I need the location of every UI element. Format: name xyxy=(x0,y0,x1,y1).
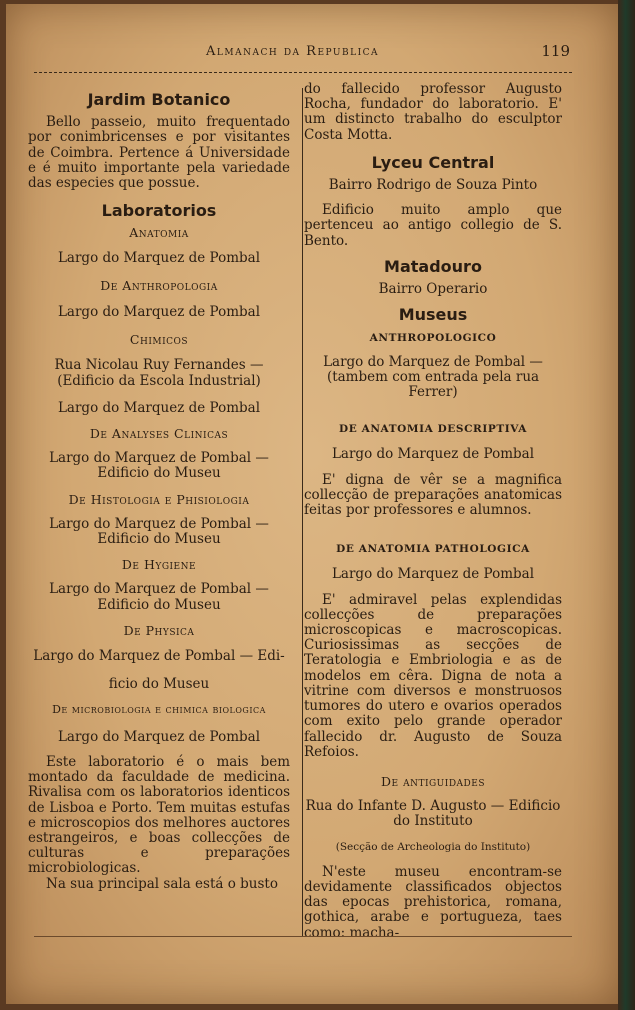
label-microbiologia: De microbiologia e chimica biologica xyxy=(52,703,266,717)
label-anatomia: Anatomia xyxy=(129,225,189,241)
label-chimicos: Chimicos xyxy=(129,332,189,348)
document-page xyxy=(6,4,618,1004)
addr-hygiene: Largo do Marquez de Pombal — Edificio do Museu xyxy=(49,581,269,613)
addr-anatomia-descriptiva: Largo do Marquez de Pombal xyxy=(331,446,535,463)
addr-anatomia: Largo do Marquez de Pombal xyxy=(57,249,261,266)
header-rule xyxy=(34,72,572,73)
heading-museus: Museus xyxy=(398,305,468,325)
footer-rule xyxy=(34,936,572,937)
addr-anthropologico: Largo do Marquez de Pombal — (tambem com entrada pela rua Ferrer) xyxy=(323,353,543,401)
label-analyses: De Analyses Clinicas xyxy=(89,426,229,442)
addr-antiguidades: Rua do Infante D. Augusto — Edificio do Instituto xyxy=(305,798,561,830)
running-title: Almanach da Republica xyxy=(206,44,380,59)
label-histologia: De Histologia e Phisiologia xyxy=(68,491,250,507)
book-edge xyxy=(618,0,635,1010)
label-anthropologia: De Anthropologia xyxy=(100,277,218,293)
jardim-text: Bello passeio, muito frequentado por conimbricenses e por visitantes de Coimbra. Pertence á Universidade e é muito importante pela variedade das especies que possue. xyxy=(28,114,290,192)
heading-matadouro: Matadouro xyxy=(384,256,482,276)
addr-lyceu: Bairro Rodrigo de Souza Pinto xyxy=(328,177,538,194)
busto-text: do fallecido professor Augusto Rocha, fundador do laboratorio. E' um distincto trabalho do esculptor Costa Motta. xyxy=(304,81,562,143)
page-number: 119 xyxy=(541,42,570,60)
label-anatomia-pathologica: DE ANATOMIA PATHOLOGICA xyxy=(336,543,530,556)
anatomia-descriptiva-text: E' digna de vêr se a magnifica collecção de preparações anatomicas feitas por professores e alumnos. xyxy=(304,471,562,519)
microbiologia-text: Este laboratorio é o mais bem montado da faculdade de medicina. Rivalisa com os laboratorios identicos de Lisboa e Porto. Tem muitas estufas e microscopios dos melhores auctores estrangeiros, e boas collecções de culturas e preparações microbiologicas. xyxy=(28,753,290,877)
addr-physica: Largo do Marquez de Pombal — Edi- xyxy=(33,648,285,665)
label-antiguidades: De antiguidades xyxy=(381,773,485,789)
label-hygiene: De Hygiene xyxy=(121,557,197,573)
label-anatomia-descriptiva: DE ANATOMIA DESCRIPTIVA xyxy=(339,423,527,436)
addr-physica-2: ficio do Museu xyxy=(108,676,210,693)
label-anthropologico: ANTHROPOLOGICO xyxy=(369,332,497,345)
addr-analyses: Largo do Marquez de Pombal — Edificio do Museu xyxy=(49,450,269,482)
right-column xyxy=(304,82,562,941)
microbiologia-text-2: Na sua principal sala está o busto xyxy=(46,875,278,892)
page-header xyxy=(30,42,572,66)
heading-laboratorios: Laboratorios xyxy=(101,201,217,221)
lyceu-text: Edificio muito amplo que pertenceu ao antigo collegio de S. Bento. xyxy=(304,202,562,249)
addr-anatomia-pathologica: Largo do Marquez de Pombal xyxy=(331,566,535,583)
heading-jardim-botanico: Jardim Botanico xyxy=(87,90,231,109)
label-physica: De Physica xyxy=(123,622,195,638)
addr-chimicos-2: Largo do Marquez de Pombal xyxy=(57,399,261,416)
column-divider xyxy=(302,88,303,936)
seccao-archeologia: (Secção de Archeologia do Instituto) xyxy=(335,840,531,853)
addr-histologia: Largo do Marquez de Pombal — Edificio do Museu xyxy=(49,515,269,548)
anatomia-pathologica-text: E' admiravel pelas explendidas collecções de preparações microscopicas e macroscopicas. Curiosissimas as secções de Teratologia e Embriologia e as de modelos em cêra. Digna de nota a vitrine com diversos e monstruosos tumores do utero e ovarios operados com exito pelo grande operador fallecido dr. Augusto de Souza Refoios. xyxy=(304,591,562,760)
addr-anthropologia: Largo do Marquez de Pombal xyxy=(57,304,261,321)
addr-chimicos: Rua Nicolau Ruy Fernandes — (Edificio da Escola Industrial) xyxy=(54,357,264,389)
antiguidades-text: N'este museu encontram-se devidamente classificados objectos das epocas prehistorica, romana, gothica, arabe e portugueza, taes como: macha- xyxy=(304,863,562,941)
heading-lyceu-central: Lyceu Central xyxy=(371,152,495,172)
addr-matadouro: Bairro Operario xyxy=(378,281,488,298)
left-column xyxy=(28,92,290,892)
addr-microbiologia: Largo do Marquez de Pombal xyxy=(57,728,261,745)
